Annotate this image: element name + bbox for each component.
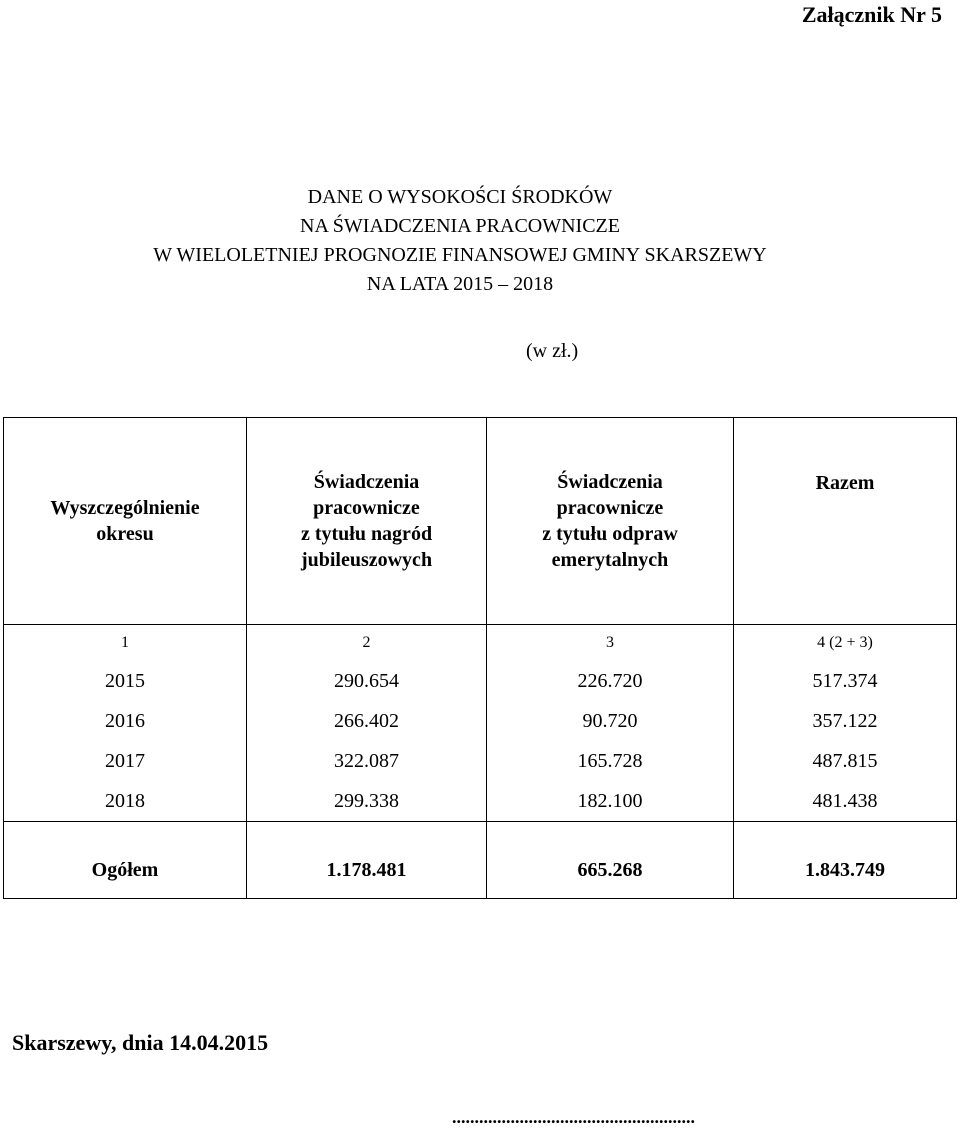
table-header-row — [4, 418, 957, 625]
value-cell: 517.374 — [734, 661, 957, 701]
header-retirement-severance: Świadczenia pracownicze z tytułu odpraw emerytalnych — [487, 418, 734, 625]
attachment-label: Załącznik Nr 5 — [801, 2, 942, 27]
header-period: Wyszczególnienie okresu — [4, 418, 247, 625]
column-number: 3 — [487, 625, 734, 662]
table-row — [4, 781, 957, 822]
column-number: 2 — [247, 625, 487, 662]
signature-line: ...................................................... — [452, 1107, 695, 1127]
value-cell: 226.720 — [487, 661, 734, 701]
column-number-row — [4, 625, 957, 662]
value-cell: 487.815 — [734, 741, 957, 781]
title-line: NA ŚWIADCZENIA PRACOWNICZE — [300, 215, 620, 237]
table-row — [4, 741, 957, 781]
value-cell: 357.122 — [734, 701, 957, 741]
value-cell: 165.728 — [487, 741, 734, 781]
document-title — [60, 183, 860, 299]
value-cell: 266.402 — [247, 701, 487, 741]
table-spacer-row — [4, 822, 957, 843]
title-line: W WIELOLETNIEJ PROGNOZIE FINANSOWEJ GMINY SKARSZEWY — [153, 244, 767, 266]
title-line: NA LATA 2015 – 2018 — [366, 273, 554, 295]
benefits-table — [3, 417, 957, 899]
column-number: 4 (2 + 3) — [734, 625, 957, 662]
value-cell: 481.438 — [734, 781, 957, 822]
currency-unit: (w zł.) — [526, 340, 579, 362]
column-number: 1 — [4, 625, 247, 662]
value-cell: 322.087 — [247, 741, 487, 781]
value-cell: 299.338 — [247, 781, 487, 822]
year-cell: 2015 — [4, 661, 247, 701]
total-value: 665.268 — [487, 842, 734, 899]
total-value: 1.178.481 — [247, 842, 487, 899]
title-line: DANE O WYSOKOŚCI ŚRODKÓW — [307, 186, 613, 208]
value-cell: 182.100 — [487, 781, 734, 822]
value-cell: 290.654 — [247, 661, 487, 701]
year-cell: 2018 — [4, 781, 247, 822]
year-cell: 2017 — [4, 741, 247, 781]
place-and-date: Skarszewy, dnia 14.04.2015 — [12, 1030, 269, 1055]
table-row — [4, 701, 957, 741]
table-total-row — [4, 842, 957, 899]
total-label: Ogółem — [4, 842, 247, 899]
year-cell: 2016 — [4, 701, 247, 741]
value-cell: 90.720 — [487, 701, 734, 741]
table-row — [4, 661, 957, 701]
header-total: Razem — [734, 418, 957, 625]
total-value: 1.843.749 — [734, 842, 957, 899]
header-jubilee-awards: Świadczenia pracownicze z tytułu nagród jubileuszowych — [247, 418, 487, 625]
